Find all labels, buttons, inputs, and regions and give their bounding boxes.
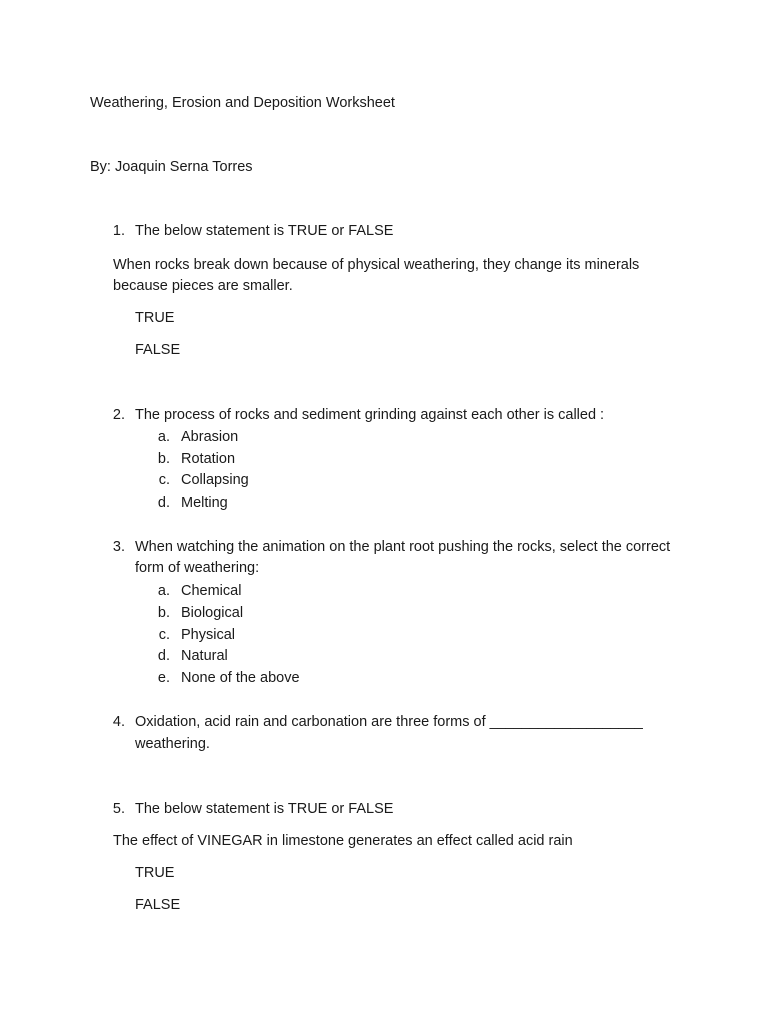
option-letter: e. — [157, 670, 170, 686]
option-text: Rotation — [181, 451, 236, 467]
option-text: Physical — [181, 627, 235, 643]
question-text: Oxidation, acid rain and carbonation are three forms of ___________________ — [135, 714, 643, 730]
option-letter: c. — [158, 627, 170, 643]
option-text: Abrasion — [181, 429, 239, 445]
question-text: form of weathering: — [135, 560, 260, 576]
option-text: Chemical — [181, 583, 242, 599]
option-letter: a. — [157, 429, 170, 445]
option-letter: b. — [157, 605, 170, 621]
option-letter: d. — [157, 648, 170, 664]
option-text: Collapsing — [181, 472, 249, 488]
option-text: Biological — [181, 605, 244, 621]
answer-option-true: TRUE — [135, 310, 175, 326]
option-text: None of the above — [181, 670, 300, 686]
statement-text: because pieces are smaller. — [113, 278, 293, 294]
question-text: The process of rocks and sediment grinding against each other is called : — [135, 407, 605, 423]
document-title: Weathering, Erosion and Deposition Worksheet — [90, 95, 395, 111]
answer-option-true: TRUE — [135, 865, 175, 881]
answer-option-false: FALSE — [135, 342, 181, 358]
option-letter: b. — [157, 451, 170, 467]
option-text: Natural — [181, 648, 228, 664]
question-number: 2. — [112, 407, 125, 423]
question-number: 3. — [112, 539, 125, 555]
author-line: By: Joaquin Serna Torres — [90, 159, 253, 175]
answer-option-false: FALSE — [135, 897, 181, 913]
question-number: 1. — [112, 223, 125, 239]
option-letter: a. — [157, 583, 170, 599]
question-text: weathering. — [135, 736, 210, 752]
question-number: 4. — [112, 714, 125, 730]
option-letter: c. — [158, 472, 170, 488]
option-letter: d. — [157, 495, 170, 511]
statement-text: The effect of VINEGAR in limestone generates an effect called acid rain — [113, 833, 573, 849]
question-number: 5. — [112, 801, 125, 817]
question-text: The below statement is TRUE or FALSE — [135, 801, 394, 817]
question-text: When watching the animation on the plant root pushing the rocks, select the correct — [135, 539, 671, 555]
question-text: The below statement is TRUE or FALSE — [135, 223, 394, 239]
statement-text: When rocks break down because of physical weathering, they change its minerals — [113, 257, 640, 273]
option-text: Melting — [181, 495, 228, 511]
